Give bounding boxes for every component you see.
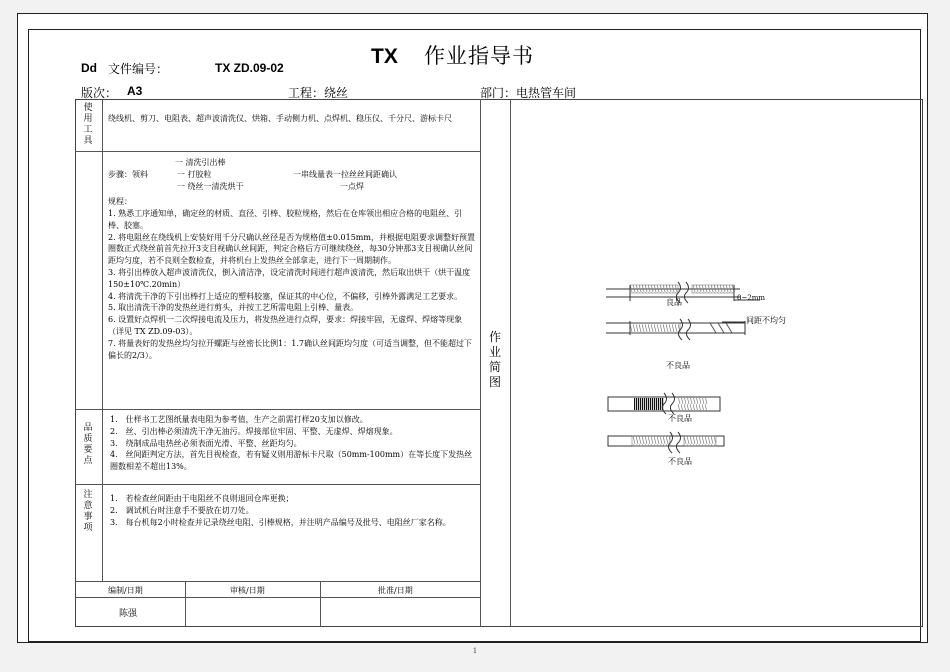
page-title: 作业指导书 [424, 44, 534, 68]
doc-number-label: 文件编号： [108, 62, 169, 76]
approver-label: 批准/日期 [378, 586, 413, 595]
rules-title: 规程： [108, 197, 132, 206]
flow-step-1: 一 清洗引出棒 [175, 158, 226, 167]
doc-number-value: TX ZD.09-02 [215, 61, 284, 75]
note-item: 2. 调试机台时注意手不要放在切刀处。 [110, 505, 254, 515]
bad-label-3: 不良品 [668, 457, 692, 466]
coil-diagrams [600, 276, 800, 476]
rule-item: 3. 将引出棒放入超声波清洗仪，倒入清洁净，设定清洗时间进行超声波清洗，然后取出烘干（烘干温度 150±10℃.20min） [108, 267, 471, 289]
good-label: 良品 [666, 298, 682, 307]
editor-name: 陈强 [119, 609, 138, 619]
version-value: A3 [127, 84, 143, 98]
uneven-note: 间距不均匀 [746, 316, 786, 325]
note-item: 1. 若检查丝间距由于电阻丝不良则退回仓库更换； [110, 494, 294, 503]
quality-item: 2. 丝、引出棒必须清洗干净无油污。焊接部位牢固、平整、无虚焊、焊熔现象。 [110, 426, 398, 436]
flow-step-3: 一串线量表一拉丝丝间距确认 [293, 170, 397, 179]
note-item: 3. 每台机每2小时检查并记录绕丝电阻、引棒规格，并注明产品编号及批号、电阻丝厂家名称。 [110, 517, 451, 527]
rule-item: 6. 设置好点焊机一二次焊接电流及压力，将发热丝进行点焊，要求：焊接牢固，无虚焊、焊熔等现象（详见 TX ZD.09-03）。 [108, 315, 463, 336]
tools-text: 绕线机、剪刀、电阻表、超声波清洗仪、烘箱、手动侧力机、点焊机、稳压仪、千分尺、游标卡尺 [108, 114, 452, 123]
dd-mark: Dd [81, 61, 97, 75]
bad-coil-dense [608, 393, 720, 414]
rule-item: 7. 将量表好的发热丝均匀拉开螺距与丝密长比例1：1.7确认丝间距均匀度（可适当调整，但不能超过下偏长的2/3）。 [108, 338, 472, 360]
quality-list [110, 414, 478, 473]
rules-list [108, 208, 478, 361]
flow-step-4: 一 绕丝一清洗烘干 [177, 182, 244, 191]
flow-step-2: 一 打胶粒 [177, 170, 212, 179]
notes-list [110, 493, 478, 528]
tools-label: 使用工具 [83, 103, 93, 146]
quality-item: 1. 仕样书工艺图纸量表电阻为参考值，生产之前需打样20支加以修改。 [110, 415, 368, 424]
reviewer-label: 审核/日期 [230, 586, 265, 595]
rule-item: 5. 取出清洗干净的发热丝进行剪头，并按工艺所需电阻上引棒、量表。 [108, 303, 359, 313]
bad-label-1: 不良品 [666, 361, 690, 370]
process-label: 工程：绕丝 [288, 86, 349, 100]
bad-coil-uneven [606, 319, 745, 340]
editor-label: 编制/日期 [108, 586, 143, 595]
rule-item: 4. 将清洗干净的下引出棒打上适应的塑料胶塞，保证其的中心位，不偏移，引棒外露满足工艺要求。 [108, 291, 463, 301]
title-tx: TX [371, 45, 398, 68]
flow-step-5: 一点焊 [340, 182, 364, 191]
version-label: 版次： [81, 86, 118, 100]
quality-item: 3. 绕制成品电热丝必须表面光滑、平整、丝距均匀。 [110, 438, 302, 448]
bad-label-2: 不良品 [668, 414, 692, 423]
rule-item: 2. 将电阻丝在绕线机上安装好用千分尺确认丝径是否为规格值±0.015mm，并根据电阻要求调整好预置圈数正式绕丝前首先拉开3支目视确认丝间距，判定合格后方可继续绕丝，每30分钟那3支目视确认丝间距均匀度，若不良则全数检查，并将机台上发热丝全部拿走，进行下一周期制作。 [108, 232, 475, 266]
diagram-label: 作业简图 [488, 330, 501, 389]
quality-label: 品质要点 [83, 423, 93, 466]
department-label: 部门：电热管车间 [480, 86, 577, 100]
flow-step-start: 步骤：领料 [108, 170, 148, 179]
notes-label: 注意事项 [83, 490, 93, 533]
rule-item: 1. 熟悉工序通知单，确定丝的材质、直径、引棒、胶粒规格，然后在仓库领出相应合格的电阻丝、引棒、胶塞。 [108, 209, 463, 230]
quality-item: 4. 丝间距判定方法，首先目视检查，若有疑义则用游标卡尺取（50mm-100mm）在等长度下发热丝圈数相差不超出13%。 [110, 450, 473, 472]
page-number: 1 [472, 647, 478, 655]
gap-note: 0~2mm [737, 294, 766, 302]
bad-coil-loose [608, 432, 724, 453]
